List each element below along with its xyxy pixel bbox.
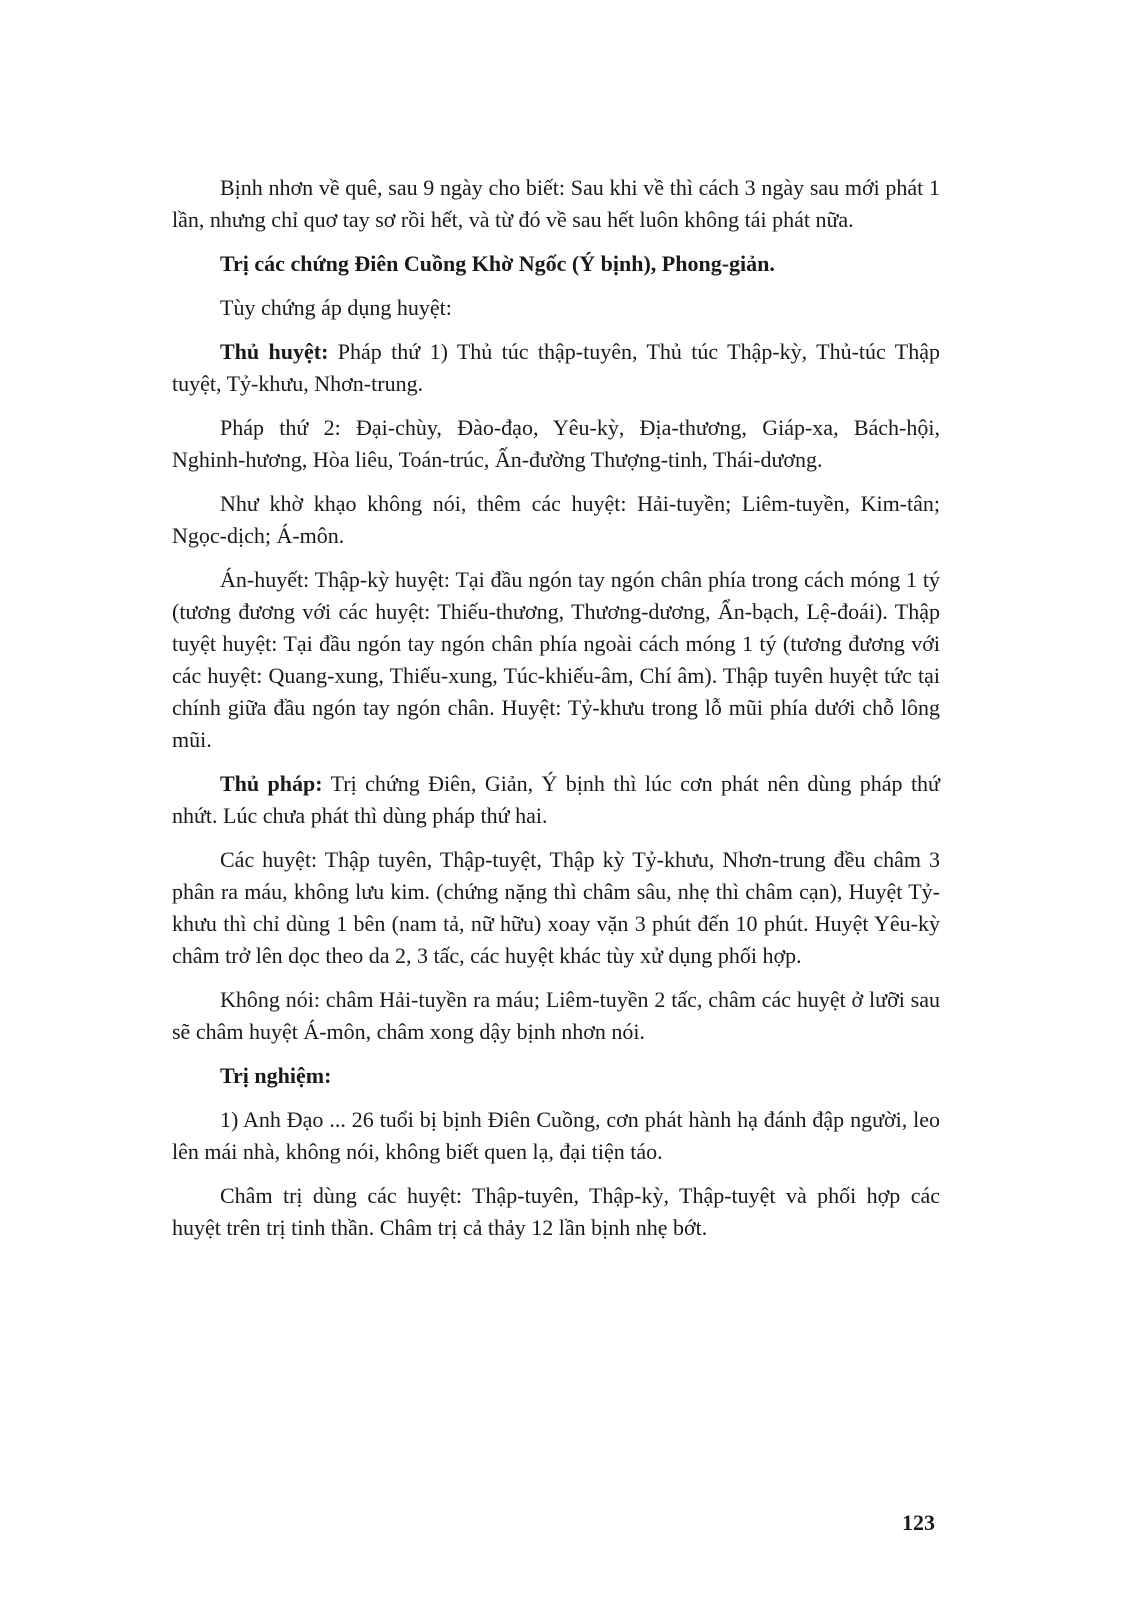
paragraph-1-text: Bịnh nhơn về quê, sau 9 ngày cho biết: Sau khi về thì cách 3 ngày sau mới phát 1 lần, nhưng chỉ quơ tay sơ rồi hết, và từ đó về sau hết luôn không tái phát nữa. [172,175,940,232]
paragraph-not-speaking-text: Không nói: châm Hải-tuyền ra máu; Liêm-tuyền 2 tấc, châm các huyệt ở lưỡi sau sẽ châm huyệt Á-môn, châm xong dậy bịnh nhơn nói. [172,987,940,1044]
paragraph-case-1-text: 1) Anh Đạo ... 26 tuổi bị bịnh Điên Cuồng, cơn phát hành hạ đánh đập người, leo lên mái nhà, không nói, không biết quen lạ, đại tiện táo. [172,1107,940,1164]
paragraph-not-speaking [172,984,940,1048]
paragraph-mute-points-text: Như khờ khạo không nói, thêm các huyệt: Hải-tuyền; Liêm-tuyền, Kim-tân; Ngọc-dịch; Á-môn. [172,491,940,548]
section-heading-case [172,1060,940,1092]
paragraph-technique-text: Trị chứng Điên, Giản, Ý bịnh thì lúc cơn phát nên dùng pháp thứ nhứt. Lúc chưa phát thì dùng pháp thứ hai. [172,771,940,828]
paragraph-method-1-lead: Thủ huyệt: [220,339,329,364]
section-heading-case-text: Trị nghiệm: [220,1063,332,1088]
paragraph-case-treatment [172,1180,940,1244]
paragraph-point-locations-text: Án-huyết: Thập-kỳ huyệt: Tại đầu ngón tay ngón chân phía trong cách móng 1 tý (tương đương với các huyệt: Thiếu-thương, Thương-dương, Ẩn-bạch, Lệ-đoái). Thập tuyệt huyệt: Tại đầu ngón tay ngón chân phía ngoài cách móng 1 tý (tương đương với các huyệt: Quang-xung, Thiếu-xung, Túc-khiếu-âm, Chí âm). Thập tuyên huyệt tức tại chính giữa đầu ngón tay ngón chân. Huyệt: Tỷ-khưu trong lỗ mũi phía dưới chỗ lông mũi. [172,567,940,752]
paragraph-case-1 [172,1104,940,1168]
paragraph-method-2-text: Pháp thứ 2: Đại-chùy, Đào-đạo, Yêu-kỳ, Địa-thương, Giáp-xa, Bách-hội, Nghinh-hương, Hòa liêu, Toán-trúc, Ấn-đường Thượng-tinh, Thái-dương. [172,415,940,472]
paragraph-1 [172,172,940,236]
paragraph-technique-lead: Thủ pháp: [220,771,323,796]
paragraph-point-locations [172,564,940,756]
section-heading-treatment [172,248,940,280]
paragraph-needling-text: Các huyệt: Thập tuyên, Thập-tuyệt, Thập kỳ Tỷ-khưu, Nhơn-trung đều châm 3 phân ra máu, không lưu kim. (chứng nặng thì châm sâu, nhẹ thì châm cạn), Huyệt Tỷ-khưu thì chỉ dùng 1 bên (nam tả, nữ hữu) xoay vặn 3 phút đến 10 phút. Huyệt Yêu-kỳ châm trở lên dọc theo da 2, 3 tấc, các huyệt khác tùy xử dụng phối hợp. [172,847,940,968]
page-body [172,172,940,1256]
paragraph-apply-points [172,292,940,324]
paragraph-method-2 [172,412,940,476]
paragraph-method-1 [172,336,940,400]
page-number: 123 [902,1510,935,1535]
paragraph-apply-points-text: Tùy chứng áp dụng huyệt: [220,295,452,320]
paragraph-technique [172,768,940,832]
section-heading-treatment-text: Trị các chứng Điên Cuồng Khờ Ngốc (Ý bịnh), Phong-giản. [220,251,775,276]
paragraph-mute-points [172,488,940,552]
paragraph-case-treatment-text: Châm trị dùng các huyệt: Thập-tuyên, Thập-kỳ, Thập-tuyệt và phối hợp các huyệt trên trị tinh thần. Châm trị cả thảy 12 lần bịnh nhẹ bớt. [172,1183,940,1240]
paragraph-method-1-text: Pháp thứ 1) Thủ túc thập-tuyên, Thủ túc Thập-kỳ, Thủ-túc Thập tuyệt, Tỷ-khưu, Nhơn-trung. [172,339,940,396]
paragraph-needling [172,844,940,972]
